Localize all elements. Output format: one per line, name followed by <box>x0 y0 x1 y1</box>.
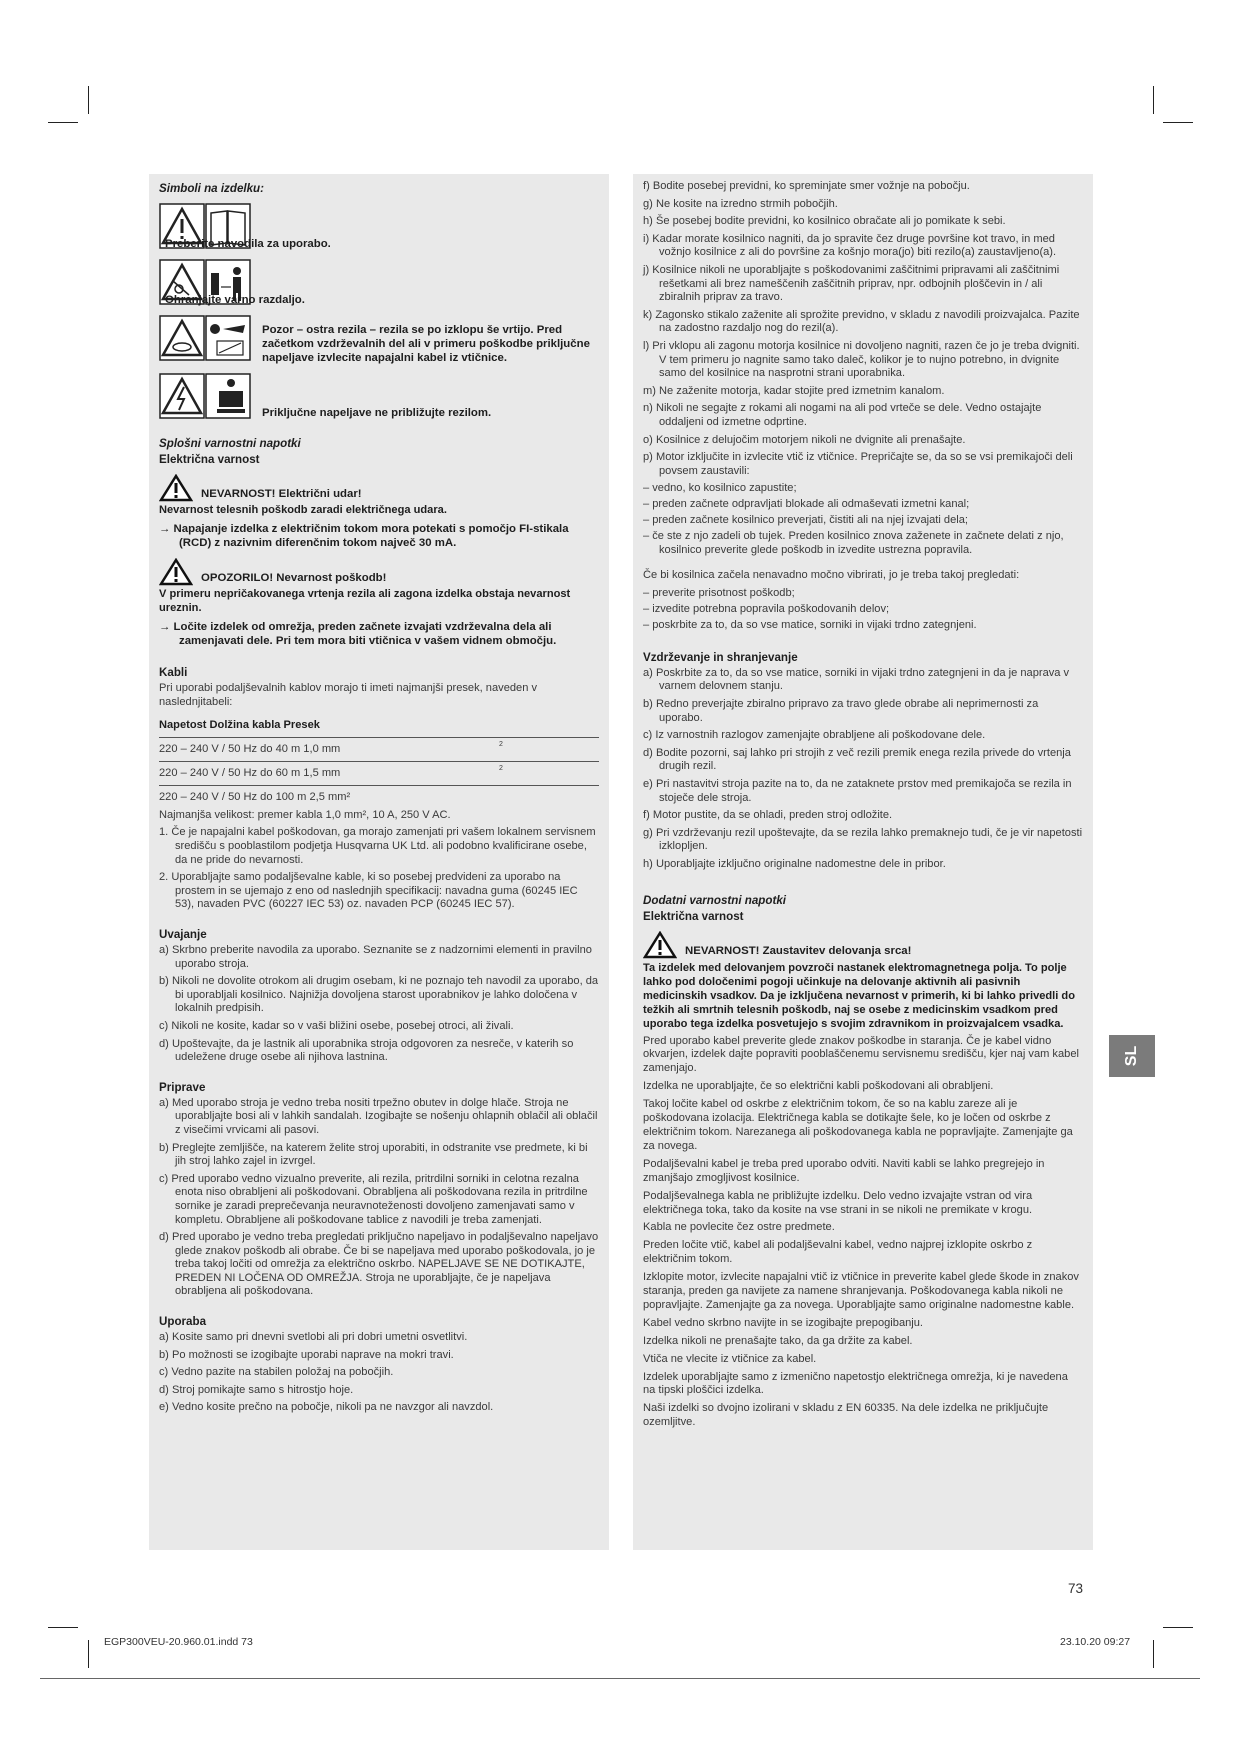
vibration-text: Če bi kosilnica začela nenavadno močno vibrirati, jo je treba takoj pregledati: <box>643 569 1020 582</box>
list-item: h) Uporabljajte izključno originalne nadomestne dele in pribor. <box>643 857 946 870</box>
electrical-safety-heading: Električna varnost <box>159 453 260 466</box>
danger-electric-shock-text: Nevarnost telesnih poškodb zaradi električnega udara. <box>159 504 447 516</box>
crop-mark <box>1163 122 1193 123</box>
training-heading: Uvajanje <box>159 928 207 941</box>
list-item: b) Preglejte zemljišče, na katerem želite stroj uporabiti, in odstranite vse predmete, ki bi jih stroj lahko zajel in izvrgel. <box>159 1141 588 1168</box>
list-item: c) Iz varnostnih razlogov zamenjajte obrabljene ali poškodovane dele. <box>643 729 986 742</box>
preparation-heading: Priprave <box>159 1080 206 1094</box>
list-item: a) Skrbno preberite navodila za uporabo. Seznanite se z nadzornimi elementi in pravilno uporabo stroja. <box>159 944 592 970</box>
symbol-sharp-blades <box>159 315 599 369</box>
list-item: a) Kosite samo pri dnevni svetlobi ali pri dobri umetni osvetlitvi. <box>159 1331 468 1344</box>
paragraph: Podaljševalni kabel je treba pred uporabo odviti. Naviti kabli se lahko pregrejejo in zmanjšajo zmogljivost kosilnice. <box>643 1157 1045 1184</box>
list-item: d) Stroj pomikajte samo s hitrostjo hoje. <box>159 1383 354 1396</box>
table-row <box>159 738 599 762</box>
footer-filename: EGP300VEU-20.960.01.indd 73 <box>104 1636 253 1648</box>
list-item: h) Še posebej bodite previdni, ko kosilnico obračate ali jo pomikate k sebi. <box>643 215 1006 228</box>
list-item: l) Pri vklopu ali zagonu motorja kosilnice ni dovoljeno nagniti, razen če jo je treba dvigniti. V tem primeru jo nagnite samo tako daleč, kolikor je to nujno potrebno, in dvignite samo del kosilnice na nasprotni strani uporabnika. <box>643 339 1080 380</box>
general-safety-heading: Splošni varnostni napotki <box>159 437 301 450</box>
list-item: p) Motor izključite in izvlecite vtič iz vtičnice. Prepričajte se, da so se vsi premikajoči deli povsem zaustavili: <box>643 451 1073 477</box>
list-item: i) Kadar morate kosilnico nagniti, da jo spravite čez druge površine kot travo, in med vožnjo kosilnice z ali do površine za košnjo mora(jo) biti rezilo(a) zaustavljeno(a). <box>643 232 1057 259</box>
paragraph: Takoj ločite kabel od oskrbe z električnim tokom, če so na kablu zareze ali je poškodovana izolacija. Električnega kabla se dotikajte šele, ko je ločen od oskrbe z električnim tokom. Narezanega ali poškodovanega kabla ne popravljajte. Zamenjajte ga za novega. <box>643 1098 1073 1152</box>
warning-sharp-blades-icon <box>159 315 254 363</box>
paragraph: Pred uporabo kabel preverite glede znakov poškodbe in staranja. Če je kabel vidno okvarjen, izdelek dajte popraviti pooblaščenemu servisnemu središču, kjer naj vam kabel zamenjajo. <box>643 1034 1079 1075</box>
electrical-safety-heading-2: Električna varnost <box>643 909 744 923</box>
danger-electric-shock <box>159 474 599 502</box>
table-cell: 220 – 240 V / 50 Hz do 60 m 1,5 mm <box>159 766 341 779</box>
list-item: g) Pri vzdrževanju rezil upoštevajte, da se rezila lahko premaknejo tudi, če je vir napetosti izklopljen. <box>643 826 1083 853</box>
table-row: 220 – 240 V / 50 Hz do 100 m 2,5 mm² <box>159 790 351 803</box>
paragraph: Podaljševalnega kabla ne približujte izdelku. Delo vedno izvajajte vstran od vira električnega toka, tako da kosite na vse strani in se nikoli ne premikate v krogu. <box>643 1189 1033 1216</box>
list-item: e) Pri nastavitvi stroja pazite na to, da ne zataknete prstov med premikajoča se rezila in stoječe dele stroja. <box>643 777 1072 804</box>
crop-mark <box>88 86 89 114</box>
superscript: 2 <box>499 740 503 748</box>
rcd-instruction: → Napajanje izdelka z električnim tokom mora potekati s pomočjo FI-stikala (RCD) z nazivnim diferenčnim tokom največ 30 mA. <box>159 522 569 549</box>
list-item: o) Kosilnice z delujočim motorjem nikoli ne dvignite ali prenašajte. <box>643 433 966 446</box>
list-item: m) Ne zaženite motorja, kadar stojite pred izmetnim kanalom. <box>643 384 945 397</box>
crop-mark <box>1153 1640 1154 1668</box>
list-item: b) Po možnosti se izogibajte uporabi naprave na mokri travi. <box>159 1348 454 1361</box>
paragraph: Preden ločite vtič, kabel ali podaljševalni kabel, vedno najprej izklopite oskrbo z električnim tokom. <box>643 1239 1033 1266</box>
paragraph: Vtiča ne vlecite iz vtičnice za kabel. <box>643 1352 817 1365</box>
warning-injury-text: V primeru nepričakovanega vrtenja rezila ali zagona izdelka obstaja nevarnost ureznin. <box>159 587 571 614</box>
superscript: 2 <box>499 764 503 772</box>
warning-injury-title: OPOZORILO! Nevarnost poškodb! <box>201 571 387 584</box>
list-item: c) Nikoli ne kosite, kadar so v vaši bližini osebe, posebej otroci, ali živali. <box>159 1019 514 1032</box>
danger-heart-text: Ta izdelek med delovanjem povzroči nastanek elektromagnetnega polja. To polje lahko pod določenimi pogoji učinkuje na delovanje aktivnih ali pasivnih medicinskih vsadkov. Da je izključena nevarnost v primerih, ki bi lahko privedli do težkih ali smrtnih telesnih poškodb, naj se osebe z medicinskim vsadkom pred uporabo tega izdelka posvetujejo s svojim zdravnikom in proizvajalcem vsadka. <box>643 961 1075 1030</box>
paragraph: Izdelek uporabljajte samo z izmenično napetostjo električnega omrežja, ki je navedena na tipski ploščici izdelka. <box>643 1370 1068 1397</box>
language-tab-label: SL <box>1122 1045 1140 1067</box>
warning-electric-cable-icon <box>159 373 254 421</box>
list-item: d) Upoštevajte, da je lastnik ali uporabnika stroja odgovoren za nesreče, v katerih so udeležene druge osebe ali njihova lastnina. <box>159 1037 574 1064</box>
symbol-sharp-blades-text: Pozor – ostra rezila – rezila se po izklopu še vrtijo. Pred začetkom vzdrževalnih del ali v primeru poškodbe priključne napeljave izvlecite napajalni kabel iz vtičnice. <box>262 324 590 364</box>
page-number: 73 <box>1068 1581 1084 1596</box>
operation-heading: Uporaba <box>159 1315 207 1329</box>
list-item: 1. Če je napajalni kabel poškodovan, ga morajo zamenjati pri vašem lokalnem servisnem središču s pooblastilom podjetja Husqvarna UK Ltd. ali podobno kvalificirane osebe, da ne pride do nevarnosti. <box>159 826 596 866</box>
list-item: b) Redno preverjajte zbiralno pripravo za travo glede obrabe ali neprimernosti za uporabo. <box>643 698 1039 724</box>
symbol-keep-cable-text: Priključne napeljave ne približujte rezilom. <box>262 407 492 419</box>
danger-electric-shock-title: NEVARNOST! Električni udar! <box>201 488 362 500</box>
danger-heart <box>643 931 1083 959</box>
warning-triangle-icon <box>159 474 193 502</box>
list-item: – poskrbite za to, da so vse matice, sorniki in vijaki trdno zategnjeni. <box>643 618 977 631</box>
cables-text: Pri uporabi podaljševalnih kablov morajo ti imeti najmanjši presek, naveden v naslednjitabeli: <box>159 681 538 708</box>
list-item: – če ste z njo zadeli ob tujek. Preden kosilnico znova zaženete in začnete delati z njo, kosilnico preverite glede poškodb in izvedite ustrezna popravila. <box>643 530 1064 556</box>
danger-heart-title: NEVARNOST! Zaustavitev delovanja srca! <box>685 944 912 957</box>
right-column <box>633 174 1093 1550</box>
crop-mark <box>88 1640 89 1668</box>
list-item: f) Bodite posebej previdni, ko spreminjate smer vožnje na pobočju. <box>643 180 970 192</box>
list-item: k) Zagonsko stikalo zaženite ali sprožite previdno, v skladu z navodili proizvajalca. Pazite na zadostno razdaljo nog do rezil(a). <box>643 308 1080 335</box>
footer-date: 23.10.20 09:27 <box>1060 1636 1131 1648</box>
list-item: – preden začnete kosilnico preverjati, čistiti ali na njej izvajati dela; <box>643 514 968 527</box>
warning-injury <box>159 558 599 586</box>
table-header: Napetost Dolžina kabla Presek <box>159 714 599 738</box>
list-item: b) Nikoli ne dovolite otrokom ali drugim osebam, ki ne poznajo teh navodil za uporabo, da bi uporabljali kosilnico. Najnižja dovoljena starost uporabnikov je lahko določena v lokalnih predpisih. <box>159 975 599 1015</box>
warning-triangle-icon <box>159 558 193 586</box>
table-cell: 220 – 240 V / 50 Hz do 40 m 1,0 mm <box>159 742 341 755</box>
crop-mark <box>1153 86 1154 114</box>
crop-mark <box>1163 1627 1193 1628</box>
list-item: a) Med uporabo stroja je vedno treba nositi trpežno obutev in dolge hlače. Stroja ne uporabljajte bosi ali v lahkih sandalah. Izogibajte se nošenju ohlapnih oblačil ali oblačil z visečimi vrvicami ali pasovi. <box>159 1096 598 1136</box>
additional-safety-heading: Dodatni varnostni napotki <box>643 893 786 907</box>
paragraph: Izdelka nikoli ne prenašajte tako, da ga držite za kabel. <box>643 1334 913 1347</box>
list-item: – izvedite potrebna popravila poškodovanih delov; <box>643 603 890 615</box>
list-item: a) Poskrbite za to, da so vse matice, sorniki in vijaki trdno zategnjeni in da je naprava v varnem delovnem stanju. <box>643 666 1070 693</box>
paragraph: Kabel vedno skrbno navijte in se izogibajte prepogibanju. <box>643 1316 923 1329</box>
list-item: 2. Uporabljajte samo podaljševalne kable, ki so posebej predvideni za uporabo na prostem in se ujemajo z eno od naslednjih specifikacij: navadna guma (60245 IEC 53), navaden PVC (60227 IEC 53) oz. navaden PCP (60245 IEC 57). <box>159 871 578 911</box>
list-item: d) Pred uporabo je vedno treba pregledati priključno napeljavo in podaljševalno napeljavo glede znakov poškodb ali obrabe. Če bi se napeljava med uporabo poškodovala, jo je treba takoj ločiti od omrežja za električno oskrbo. NAPELJAVE SE NE DOTIKAJTE, PREDEN NI LOČENA OD OMREŽJA. Stroja ne uporabljajte, če je napeljava obrabljena ali poškodovana. <box>159 1231 599 1298</box>
disconnect-instruction: → Ločite izdelek od omrežja, preden začnete izvajati vzdrževalna dela ali zamenjavati dele. Pri tem mora biti vtičnica v vašem vidnem območju. <box>159 620 557 647</box>
left-column <box>149 174 609 1550</box>
maintenance-heading: Vzdrževanje in shranjevanje <box>643 650 798 664</box>
warning-triangle-icon <box>643 931 677 959</box>
list-item: c) Pred uporabo vedno vizualno preverite, ali rezila, pritrdilni sorniki in celotna rezalna enota niso obrabljeni ali poškodovani. Obrabljena ali poškodovana rezila in pritrdilne sornike je zaradi preprečevanja neuravnoteženosti dovoljeno zamenjavati samo v kompletu. Obrabljene ali poškodovane tablice z navodili je treba zamenjati. <box>159 1172 588 1226</box>
symbol-keep-cable <box>159 373 599 425</box>
footer-rule <box>40 1678 1200 1679</box>
list-item: n) Nikoli ne segajte z rokami ali nogami na ali pod vrteče se dele. Vedno ostajajte oddaljeni od izmetne odprtine. <box>643 402 1042 428</box>
list-item: g) Ne kosite na izredno strmih pobočjih. <box>643 197 838 210</box>
symbol-safe-distance-text: Ohranjajte varno razdaljo. <box>165 294 305 306</box>
list-item: e) Vedno kosite prečno na pobočje, nikoli pa ne navzgor ali navzdol. <box>159 1401 494 1414</box>
paragraph: Kabla ne povlecite čez ostre predmete. <box>643 1221 835 1234</box>
list-item: – preverite prisotnost poškodb; <box>643 587 795 600</box>
list-item: d) Bodite pozorni, saj lahko pri strojih z več rezili premik enega rezila privede do vrtenja drugih rezil. <box>643 746 1071 773</box>
symbol-read-manual <box>159 203 599 255</box>
paragraph: Izklopite motor, izvlecite napajalni vtič iz vtičnice in preverite kabel glede škode in znakov staranja, preden ga navijete za namene shranjevanja. Poškodovanega kabla nikoli ne popravljajte. Zamenjajte ga za novega. Uporabljajte samo originalne nadomestne kable. <box>643 1271 1079 1311</box>
list-item: c) Vedno pazite na stabilen položaj na pobočjih. <box>159 1366 394 1379</box>
symbols-heading: Simboli na izdelku: <box>159 182 265 195</box>
cables-heading: Kabli <box>159 665 188 679</box>
symbol-read-manual-text: Preberite navodila za uporabo. <box>165 238 331 250</box>
paragraph: Izdelka ne uporabljajte, če so električni kabli poškodovani ali obrabljeni. <box>643 1080 994 1093</box>
list-item: – vedno, ko kosilnico zapustite; <box>643 482 797 495</box>
list-item: j) Kosilnice nikoli ne uporabljajte s poškodovanimi zaščitnimi pripravami ali zaščitnimi rešetkami ali brez nameščenih zaščitnih priprav, npr. odbojnih ploščevin in / ali zbiralnih priprav za travo. <box>643 263 1060 304</box>
table-row <box>159 762 599 786</box>
min-size-text: Najmanjša velikost: premer kabla 1,0 mm², 10 A, 250 V AC. <box>159 808 451 821</box>
crop-mark <box>48 122 78 123</box>
list-item: f) Motor pustite, da se ohladi, preden stroj odložite. <box>643 809 893 822</box>
list-item: – preden začnete odpravljati blokade ali odmaševati izmetni kanal; <box>643 498 970 511</box>
language-tab <box>1109 1035 1155 1077</box>
symbol-safe-distance <box>159 259 599 311</box>
cable-table <box>159 714 599 809</box>
paragraph: Naši izdelki so dvojno izolirani v skladu z EN 60335. Na dele izdelka ne priključujte ozemljitve. <box>643 1402 1049 1429</box>
crop-mark <box>48 1627 78 1628</box>
